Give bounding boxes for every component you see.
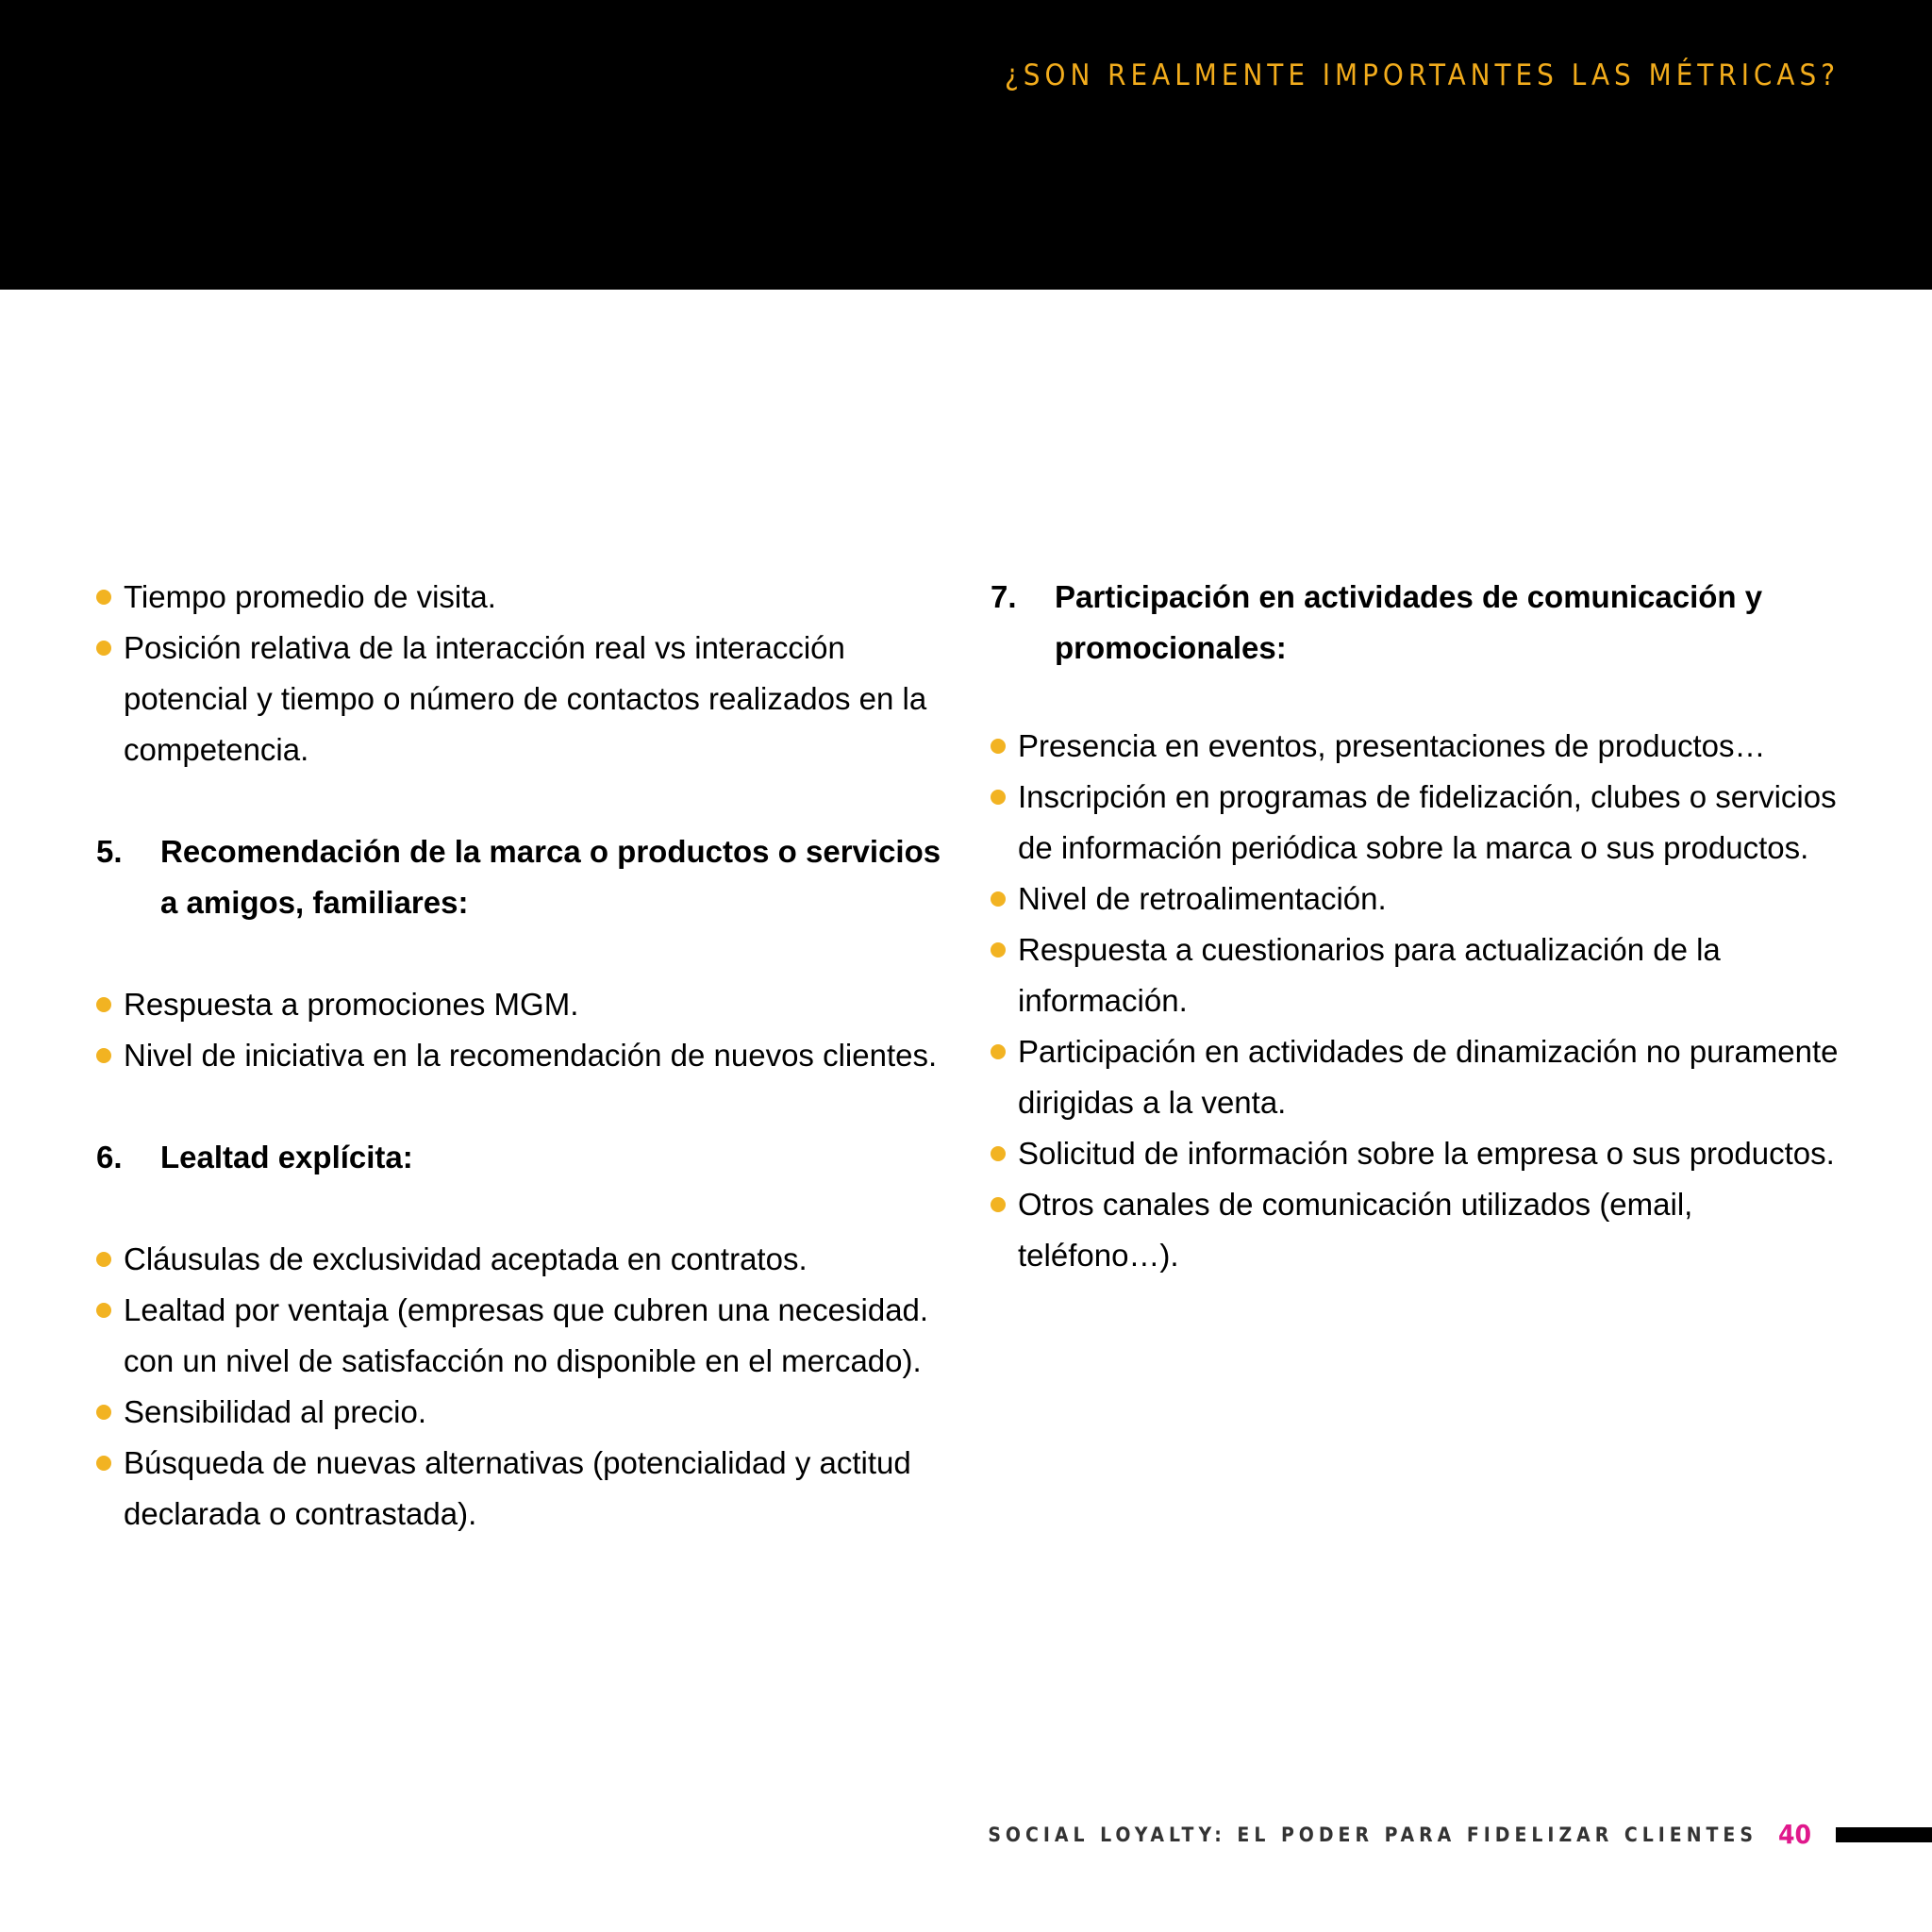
- list-item: [96, 1234, 945, 1285]
- section-7-heading: [991, 572, 1840, 674]
- section-5-heading: [96, 826, 945, 928]
- list-item-text: Tiempo promedio de visita.: [124, 579, 496, 614]
- list-item-text: Lealtad por ventaja (empresas que cubren una necesidad. con un nivel de satisfacción no disponible en el mercado).: [124, 1292, 929, 1378]
- section-7-bullet-list: [991, 721, 1840, 1281]
- list-item: [991, 721, 1840, 772]
- list-item-text: Sensibilidad al precio.: [124, 1394, 427, 1429]
- section-5-bullet-list: [96, 979, 945, 1081]
- bullet-dot-icon: [96, 1456, 111, 1471]
- bullet-dot-icon: [96, 590, 111, 605]
- section-6-bullet-list: [96, 1234, 945, 1540]
- list-item: [96, 623, 945, 775]
- footer-book-title: SOCIAL LOYALTY: EL PODER PARA FIDELIZAR CLIENTES: [988, 1823, 1757, 1846]
- bullet-dot-icon: [96, 1252, 111, 1267]
- header-bar: [0, 0, 1932, 290]
- list-item: [991, 772, 1840, 874]
- section-title: Lealtad explícita:: [160, 1140, 413, 1174]
- bullet-dot-icon: [991, 942, 1006, 958]
- list-item-text: Respuesta a cuestionarios para actualización de la información.: [1018, 932, 1721, 1018]
- section-title: Participación en actividades de comunicación y promocionales:: [1055, 579, 1763, 665]
- list-item-text: Búsqueda de nuevas alternativas (potencialidad y actitud declarada o contrastada).: [124, 1445, 911, 1531]
- list-item-text: Nivel de retroalimentación.: [1018, 881, 1387, 916]
- bullet-dot-icon: [96, 1405, 111, 1420]
- list-item: [991, 1128, 1840, 1179]
- right-column: [991, 572, 1840, 1281]
- list-item-text: Posición relativa de la interacción real vs interacción potencial y tiempo o número de contactos realizados en la competencia.: [124, 630, 927, 767]
- running-header-title: ¿SON REALMENTE IMPORTANTES LAS MÉTRICAS?: [1004, 58, 1840, 92]
- bullet-dot-icon: [991, 1197, 1006, 1212]
- section-title: Recomendación de la marca o productos o servicios a amigos, familiares:: [160, 834, 941, 920]
- list-item-text: Solicitud de información sobre la empresa o sus productos.: [1018, 1136, 1835, 1171]
- list-item-text: Cláusulas de exclusividad aceptada en contratos.: [124, 1241, 808, 1276]
- list-item: [96, 979, 945, 1030]
- section-6-heading: [96, 1132, 945, 1183]
- list-item: [96, 572, 945, 623]
- list-item: [96, 1030, 945, 1081]
- section-number: 5.: [96, 834, 123, 869]
- list-item: [96, 1387, 945, 1438]
- page-footer: [988, 1819, 1811, 1850]
- bullet-dot-icon: [96, 641, 111, 656]
- list-item-text: Inscripción en programas de fidelización, clubes o servicios de información periódica sobre la marca o sus productos.: [1018, 779, 1837, 865]
- list-item-text: Nivel de iniciativa en la recomendación de nuevos clientes.: [124, 1038, 938, 1073]
- intro-bullet-list: [96, 572, 945, 775]
- list-item: [96, 1285, 945, 1387]
- spacer: [96, 1183, 945, 1234]
- list-item-text: Otros canales de comunicación utilizados (email, teléfono…).: [1018, 1187, 1693, 1273]
- bullet-dot-icon: [991, 1044, 1006, 1059]
- list-item: [991, 1179, 1840, 1281]
- list-item: [991, 924, 1840, 1026]
- page-number: 40: [1777, 1819, 1811, 1850]
- spacer: [991, 674, 1840, 721]
- spacer: [96, 928, 945, 979]
- list-item: [96, 1438, 945, 1540]
- list-item-text: Respuesta a promociones MGM.: [124, 987, 579, 1022]
- spacer: [96, 775, 945, 826]
- bullet-dot-icon: [991, 790, 1006, 805]
- bullet-dot-icon: [96, 997, 111, 1012]
- bullet-dot-icon: [96, 1048, 111, 1063]
- footer-rule: [1836, 1827, 1932, 1842]
- list-item-text: Presencia en eventos, presentaciones de productos…: [1018, 728, 1766, 763]
- list-item-text: Participación en actividades de dinamización no puramente dirigidas a la venta.: [1018, 1034, 1839, 1120]
- bullet-dot-icon: [991, 891, 1006, 907]
- spacer: [96, 1081, 945, 1132]
- bullet-dot-icon: [991, 739, 1006, 754]
- bullet-dot-icon: [991, 1146, 1006, 1161]
- section-number: 7.: [991, 579, 1017, 614]
- section-number: 6.: [96, 1140, 123, 1174]
- left-column: [96, 572, 945, 1540]
- list-item: [991, 874, 1840, 924]
- bullet-dot-icon: [96, 1303, 111, 1318]
- list-item: [991, 1026, 1840, 1128]
